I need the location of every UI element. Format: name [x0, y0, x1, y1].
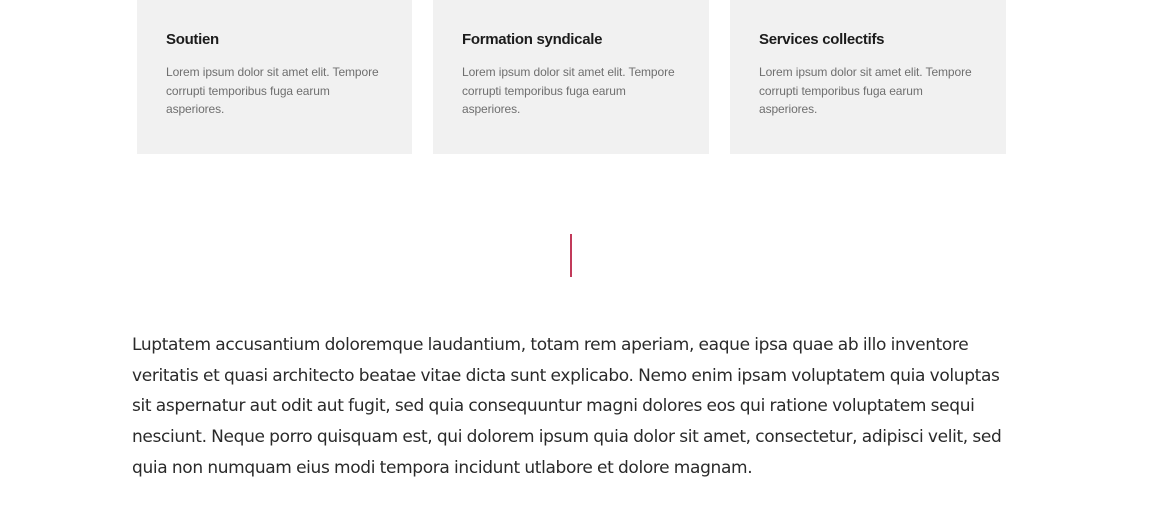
- intro-paragraph: Luptatem accusantium doloremque laudantium, totam rem aperiam, eaque ipsa quae ab illo inventore veritatis et quasi architecto beatae vitae dicta sunt explicabo. Nemo enim ipsam voluptatem quia voluptas sit aspernatur aut odit aut fugit, sed quia consequuntur magni dolores eos qui ratione voluptatem sequi nesciunt. Neque porro quisquam est, qui dolorem ipsum quia dolor sit amet, consectetur, adipisci velit, sed quia non numquam eius modi tempora incidunt utlabore et dolore magnam.: [132, 335, 1002, 478]
- feature-card-text: Lorem ipsum dolor sit amet elit. Tempore corrupti temporibus fuga earum asperiores.: [759, 65, 972, 116]
- section-divider: [570, 234, 572, 277]
- feature-card-services-collectifs: [730, 0, 1006, 154]
- feature-card-soutien: [137, 0, 412, 154]
- feature-card-formation-syndicale: [433, 0, 709, 154]
- feature-card-title: Formation syndicale: [462, 31, 603, 48]
- feature-card-text: Lorem ipsum dolor sit amet elit. Tempore corrupti temporibus fuga earum asperiores.: [166, 65, 379, 116]
- feature-cards: [0, 0, 1150, 154]
- feature-card-text: Lorem ipsum dolor sit amet elit. Tempore corrupti temporibus fuga earum asperiores.: [462, 65, 675, 116]
- feature-card-title: Soutien: [166, 31, 219, 48]
- feature-card-title: Services collectifs: [759, 31, 885, 48]
